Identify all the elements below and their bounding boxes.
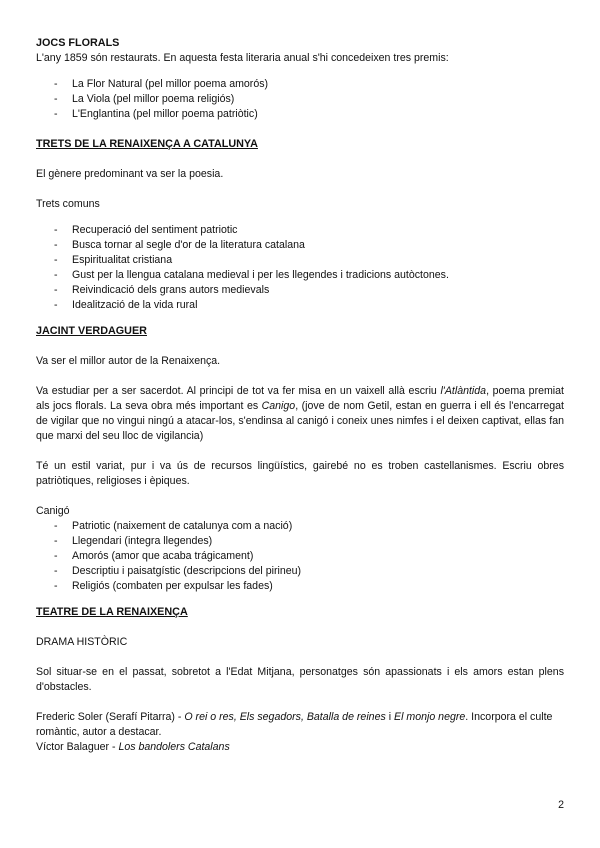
trets-genre: El gènere predominant va ser la poesia. xyxy=(36,168,224,180)
section-heading-trets: TRETS DE LA RENAIXENÇA A CATALUNYA xyxy=(36,138,258,150)
work-title: O rei o res xyxy=(184,711,234,723)
list-item: - Idealització de la vida rural xyxy=(36,298,564,313)
text-run: Frederic Soler (Serafí Pitarra) - xyxy=(36,711,185,723)
list-item: - Reivindicació dels grans autors medievals xyxy=(36,283,564,298)
text-run: , xyxy=(300,711,307,723)
document-page xyxy=(36,36,564,755)
list-item: - La Viola (pel millor poema religiós) xyxy=(36,92,564,107)
list-item: - Descriptiu i paisatgístic (descripcions del pirineu) xyxy=(36,564,564,579)
teatre-balaguer xyxy=(36,740,564,755)
list-item: - Patriotic (naixement de catalunya com a nació) xyxy=(36,519,564,534)
text-run: , xyxy=(233,711,240,723)
verdaguer-p3: Té un estil variat, pur i va ús de recursos lingüístics, gairebé no es troben castellanismes. Escriu obres patriòtiques, religioses i èpiques. xyxy=(36,460,564,487)
trets-list xyxy=(36,223,564,313)
list-item: - Llegendari (integra llegendes) xyxy=(36,534,564,549)
text-run: i xyxy=(385,711,395,723)
teatre-subheading: DRAMA HISTÒRIC xyxy=(36,636,128,648)
teatre-soler xyxy=(36,710,564,740)
list-item: - Busca tornar al segle d'or de la literatura catalana xyxy=(36,238,564,253)
list-item: - Espiritualitat cristiana xyxy=(36,253,564,268)
verdaguer-p2 xyxy=(36,384,564,444)
section-heading-verdaguer: JACINT VERDAGUER xyxy=(36,325,147,337)
list-item: - Religiós (combaten per expulsar les fades) xyxy=(36,579,564,594)
text-run: Víctor Balaguer - xyxy=(36,741,119,753)
list-item: - Gust per la llengua catalana medieval i per les llegendes i tradicions autòctones. xyxy=(36,268,564,283)
page-number: 2 xyxy=(558,799,564,811)
work-title: Els segadors xyxy=(239,711,301,723)
teatre-p1: Sol situar-se en el passat, sobretot a l'Edat Mitjana, personatges són apassionats i els amors estan plens d'obstacles. xyxy=(36,666,564,693)
canigo-label: Canigó xyxy=(36,505,70,517)
trets-subheading: Trets comuns xyxy=(36,198,100,210)
jocs-florals-intro: L'any 1859 són restaurats. En aquesta festa literaria anual s'hi concedeixen tres premis: xyxy=(36,52,449,64)
verdaguer-p1: Va ser el millor autor de la Renaixença. xyxy=(36,355,221,367)
text-run: , poema premiat als jocs florals. La seva obra més important es xyxy=(36,385,564,412)
work-title: Los bandolers Catalans xyxy=(118,741,230,753)
text-run: Va estudiar per a ser sacerdot. Al principi de tot va fer misa en un vaixell allà escriu xyxy=(36,385,441,397)
work-title: l'Atlàntida xyxy=(440,385,487,397)
section-heading-jocs-florals: JOCS FLORALS xyxy=(36,37,120,49)
work-title: El monjo negre xyxy=(394,711,466,723)
list-item: - L'Englantina (pel millor poema patriòtic) xyxy=(36,107,564,122)
canigo-list xyxy=(36,519,564,594)
list-item: - Recuperació del sentiment patriotic xyxy=(36,223,564,238)
prizes-list xyxy=(36,77,564,122)
list-item: - Amorós (amor que acaba trágicament) xyxy=(36,549,564,564)
text-run: . Incorpora el culte romàntic, autor a destacar. xyxy=(36,711,553,738)
section-heading-teatre: TEATRE DE LA RENAIXENÇA xyxy=(36,606,188,618)
work-title: Canigo xyxy=(261,400,296,412)
work-title: Batalla de reines xyxy=(306,711,386,723)
text-run: , (jove de nom Getil, estan en guerra i ell és l'encarregat de vigilar que no vingui ningú a atacar-los, s'endinsa al canigó i coneix unes nimfes i el deixen captivat, ellas fan que marxi del seu lloc de vigilancia) xyxy=(36,400,564,442)
list-item: - La Flor Natural (pel millor poema amorós) xyxy=(36,77,564,92)
